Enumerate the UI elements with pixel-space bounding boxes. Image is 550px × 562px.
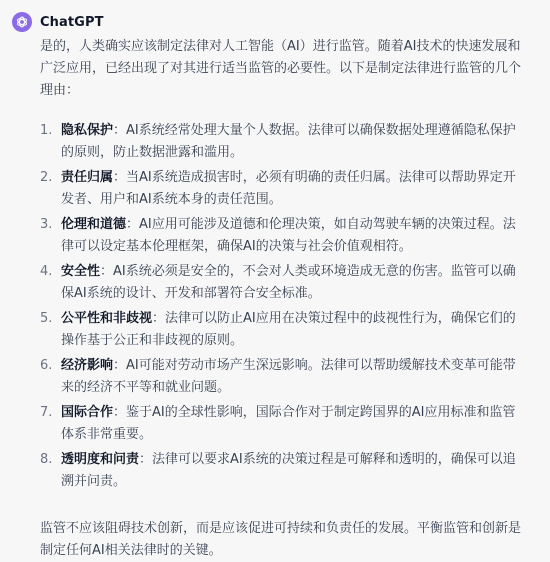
assistant-name: ChatGPT <box>40 14 104 30</box>
list-item-text: ：法律可以防止AI应用在决策过程中的歧视性行为，确保它们的操作基于公正和非歧视的原则。 <box>61 311 516 348</box>
list-number: 2. <box>40 170 53 185</box>
list-item-term: 责任归属 <box>61 170 114 185</box>
list-item <box>40 449 528 493</box>
list-item <box>40 167 528 211</box>
list-number: 8. <box>40 452 53 467</box>
conclusion-paragraph: 监管不应该阻碍技术创新，而是应该促进可持续和负责任的发展。平衡监管和创新是制定任何AI相关法律时的关键。 <box>40 521 522 558</box>
list-item-term: 安全性 <box>61 264 101 279</box>
list-item-text: ：法律可以要求AI系统的决策过程是可解释和透明的，确保可以追溯并问责。 <box>61 452 516 489</box>
list-item <box>40 355 528 399</box>
list-item <box>40 402 528 446</box>
list-item <box>40 308 528 352</box>
list-item-term: 经济影响 <box>61 358 114 373</box>
list-item-text: ：AI系统经常处理大量个人数据。法律可以确保数据处理遵循隐私保护的原则，防止数据泄露和滥用。 <box>61 123 516 160</box>
list-item-term: 透明度和问责 <box>61 452 140 467</box>
list-item-text: ：AI系统必须是安全的，不会对人类或环境造成无意的伤害。监管可以确保AI系统的设计、开发和部署符合安全标准。 <box>61 264 516 301</box>
list-number: 3. <box>40 217 53 232</box>
list-item <box>40 214 528 258</box>
intro-paragraph: 是的，人类确实应该制定法律对人工智能（AI）进行监管。随着AI技术的快速发展和广泛应用，已经出现了对其进行适当监管的必要性。以下是制定法律进行监管的几个理由： <box>40 39 522 98</box>
list-number: 5. <box>40 311 53 326</box>
list-item-term: 国际合作 <box>61 405 114 420</box>
list-item-term: 公平性和非歧视 <box>61 311 153 326</box>
message-body <box>40 36 528 562</box>
openai-logo-glyph <box>15 15 29 29</box>
list-item <box>40 261 528 305</box>
list-item-text: ：AI应用可能涉及道德和伦理决策，如自动驾驶车辆的决策过程。法律可以设定基本伦理框架，确保AI的决策与社会价值观相符。 <box>61 217 516 254</box>
message-header <box>12 12 104 32</box>
list-item-term: 伦理和道德 <box>61 217 127 232</box>
reasons-list <box>40 120 528 493</box>
list-item-text: ：当AI系统造成损害时，必须有明确的责任归属。法律可以帮助界定开发者、用户和AI系统本身的责任范围。 <box>61 170 516 207</box>
list-number: 7. <box>40 405 53 420</box>
list-number: 4. <box>40 264 53 279</box>
openai-logo-icon <box>12 12 32 32</box>
list-item-text: ：鉴于AI的全球性影响，国际合作对于制定跨国界的AI应用标准和监管体系非常重要。 <box>61 405 516 442</box>
list-number: 6. <box>40 358 53 373</box>
list-item-text: ：AI可能对劳动市场产生深远影响。法律可以帮助缓解技术变革可能带来的经济不平等和就业问题。 <box>61 358 516 395</box>
list-number: 1. <box>40 123 53 138</box>
list-item-term: 隐私保护 <box>61 123 114 138</box>
list-item <box>40 120 528 164</box>
